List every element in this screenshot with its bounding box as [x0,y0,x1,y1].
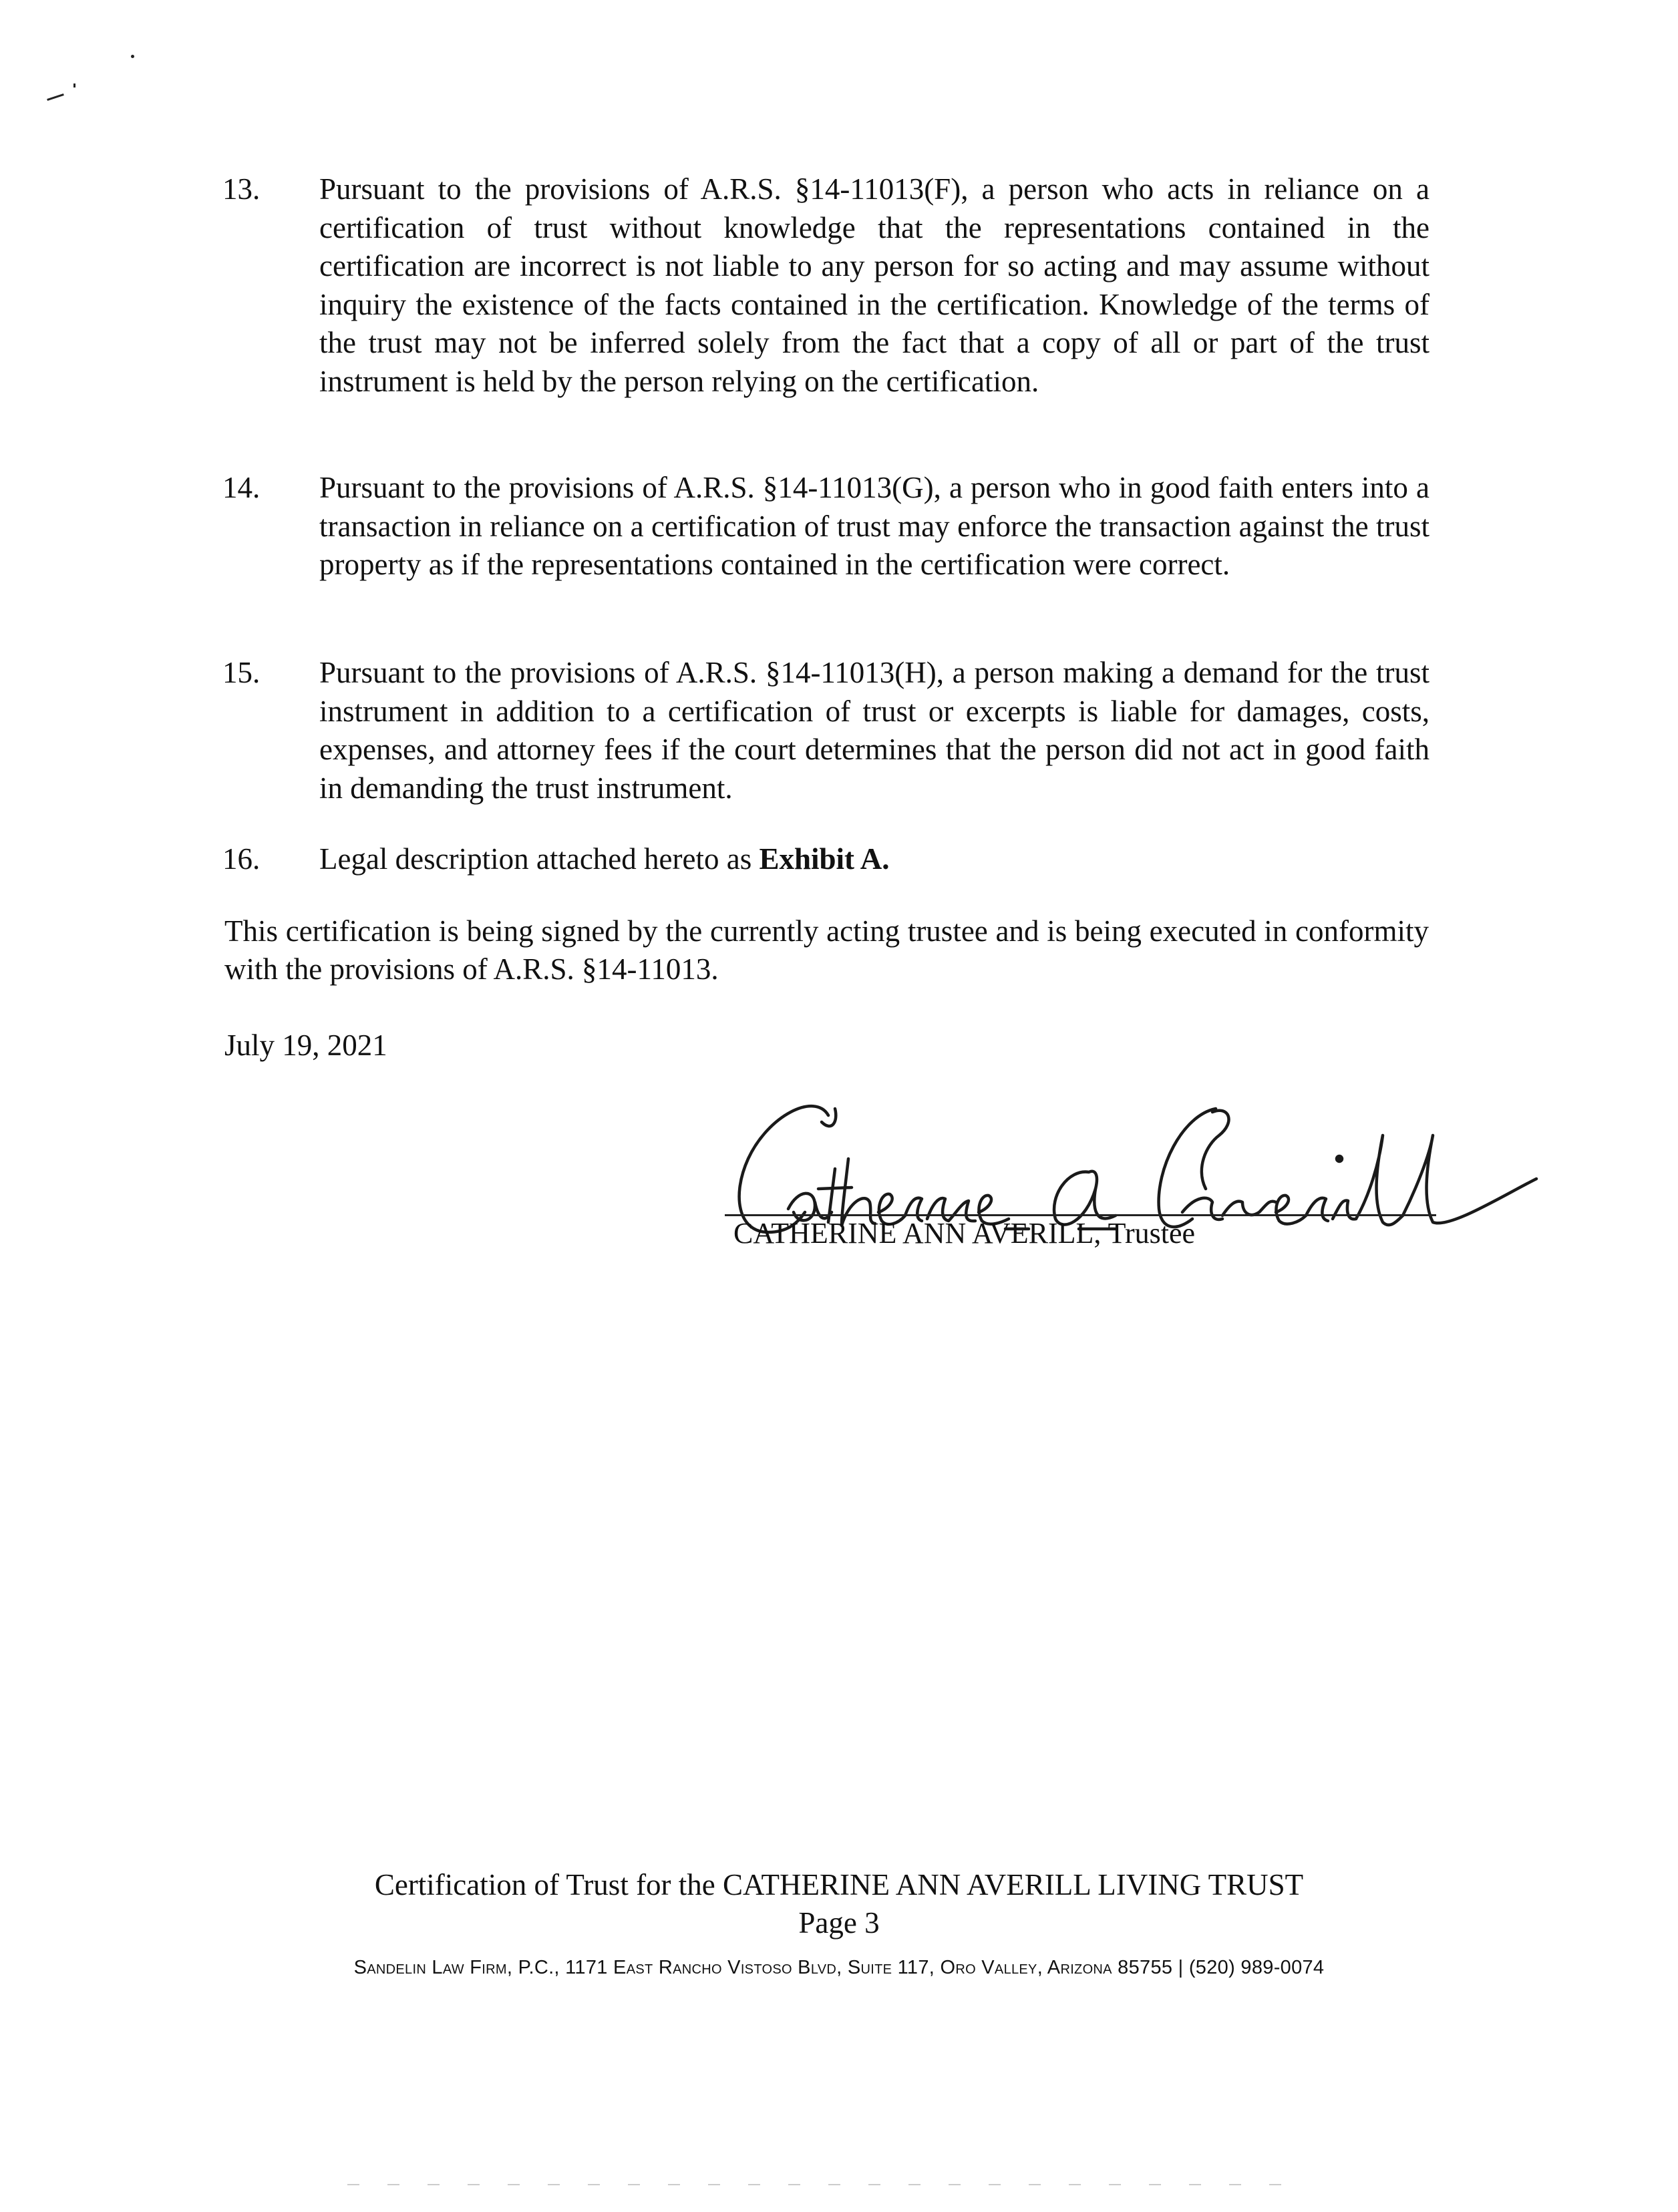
signer-printed-name: CATHERINE ANN AVERILL, Trustee [733,1217,1196,1250]
paragraph-number: 13. [222,172,261,206]
signing-date: July 19, 2021 [224,1029,387,1062]
footer-law-firm: Sandelin Law Firm, P.C., 1171 East Rancho Vistoso Blvd, Suite 117, Oro Valley, Arizona 85755 | (520) 989-0074 [353,1957,1325,1978]
footer-document-title: Certification of Trust for the CATHERINE ANN AVERILL LIVING TRUST [374,1868,1304,1901]
paragraph-16-text [319,840,1430,879]
paragraph-number: 16. [222,842,261,876]
scan-artifact [347,2184,1283,2185]
paragraph-number: 15. [222,656,261,689]
scan-speck [131,55,134,58]
paragraph-16-prefix: Legal description attached hereto as [319,842,760,876]
footer-page-number: Page 3 [798,1906,880,1940]
paragraph-13-text: Pursuant to the provisions of A.R.S. §14-11013(F), a person who acts in reliance on a certification of trust without knowledge that the representations contained in the certification are incorrect is not liable to any person for so acting and may assume without inquiry the existence of the facts contained in the certification. Knowledge of the terms of the trust may not be inferred solely from the fact that a copy of all or part of the trust instrument is held by the person relying on the certification. [319,172,1430,398]
exhibit-reference: Exhibit A. [759,842,890,876]
paragraph-15-text: Pursuant to the provisions of A.R.S. §14-11013(H), a person making a demand for the trust instrument in addition to a certification of trust or excerpts is liable for damages, costs, expenses, and attorney fees if the court determines that the person did not act in good faith in demanding the trust instrument. [319,656,1430,805]
scan-speck [47,94,64,101]
scan-speck [73,83,75,87]
certification-statement: This certification is being signed by the currently acting trustee and is being executed in conformity with the provisions of A.R.S. §14-11013. [224,914,1429,986]
paragraph-number: 14. [222,471,261,504]
paragraph-14-text: Pursuant to the provisions of A.R.S. §14-11013(G), a person who in good faith enters into a transaction in reliance on a certification of trust may enforce the transaction against the trust property as if the representations contained in the certification were correct. [319,471,1430,581]
